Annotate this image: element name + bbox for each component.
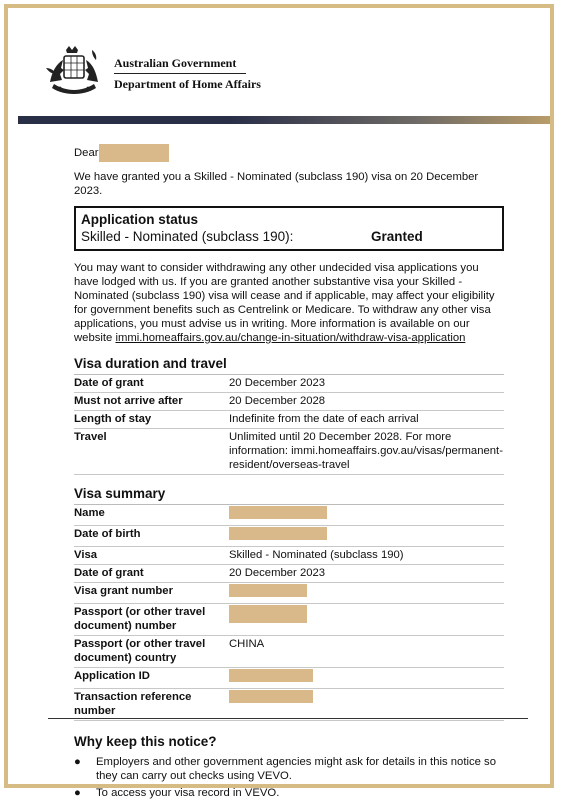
redacted-value — [229, 605, 307, 623]
row-label: Travel — [74, 429, 229, 475]
table-row — [74, 411, 504, 429]
row-value: Indefinite from the date of each arrival — [229, 411, 504, 429]
redacted-value — [229, 669, 313, 682]
withdraw-notice — [74, 261, 504, 345]
list-item-text: To access your visa record in VEVO. — [96, 787, 280, 799]
row-value: Unlimited until 20 December 2028. For more information: immi.homeaffairs.gov.au/visas/permanent-resident/overseas-travel — [229, 429, 504, 475]
header-bar — [18, 116, 550, 124]
org-line-2: Department of Home Affairs — [114, 77, 261, 91]
row-label: Visa — [74, 547, 229, 565]
org-line-1: Australian Government — [114, 56, 246, 74]
redacted-value — [229, 584, 307, 597]
list-item-text: Employers and other government agencies might ask for details in this notice so they can carry out checks using VEVO. — [96, 756, 496, 782]
row-value — [229, 505, 504, 526]
why-title: Why keep this notice? — [74, 734, 217, 749]
bottom-divider — [48, 718, 528, 719]
table-row — [74, 668, 504, 689]
application-status-box — [74, 206, 504, 251]
letterhead — [44, 44, 264, 104]
letter-page — [8, 8, 550, 799]
row-value — [229, 689, 504, 721]
summary-title: Visa summary — [74, 487, 504, 505]
summary-table — [74, 505, 504, 721]
table-row — [74, 636, 504, 668]
document-frame — [4, 4, 554, 799]
letter-body — [74, 144, 504, 803]
bullet-icon: ● — [74, 787, 81, 799]
status-value: Granted — [371, 229, 423, 244]
list-item — [74, 755, 504, 783]
row-value: 20 December 2028 — [229, 393, 504, 411]
table-row — [74, 375, 504, 393]
row-value: CHINA — [229, 636, 504, 668]
list-item — [74, 786, 504, 800]
row-value — [229, 526, 504, 547]
row-value: 20 December 2023 — [229, 565, 504, 583]
row-label: Passport (or other travel document) number — [74, 604, 229, 636]
row-label: Must not arrive after — [74, 393, 229, 411]
status-row — [81, 228, 497, 245]
duration-table — [74, 375, 504, 475]
table-row — [74, 526, 504, 547]
row-label: Date of grant — [74, 375, 229, 393]
redacted-value — [229, 690, 313, 703]
table-row — [74, 393, 504, 411]
redacted-value — [229, 527, 327, 540]
table-row — [74, 505, 504, 526]
table-row — [74, 547, 504, 565]
table-row — [74, 689, 504, 721]
coat-of-arms-icon — [44, 44, 104, 96]
withdraw-text: You may want to consider withdrawing any other undecided visa applications you have lodged with us. If you are granted another substantive visa your Skilled - Nominated (subclass 190) visa will cease and if applicable, may affect your eligibility for government benefits such as Centrelink or Medicare. To withdraw any other visa applications, you must advise us in writing. More information is available on our website — [74, 262, 495, 344]
row-label: Application ID — [74, 668, 229, 689]
row-label: Passport (or other travel document) country — [74, 636, 229, 668]
bullet-icon: ● — [74, 756, 81, 768]
row-label: Transaction reference number — [74, 689, 229, 721]
row-label: Name — [74, 505, 229, 526]
table-row — [74, 604, 504, 636]
withdraw-link[interactable]: immi.homeaffairs.gov.au/change-in-situation/withdraw-visa-application — [115, 332, 466, 344]
duration-title: Visa duration and travel — [74, 357, 504, 375]
granted-sentence: We have granted you a Skilled - Nominated (subclass 190) visa on 20 December 2023. — [74, 171, 479, 197]
table-row — [74, 565, 504, 583]
row-value — [229, 604, 504, 636]
why-list — [74, 755, 504, 800]
redacted-value — [229, 506, 327, 519]
government-title — [114, 56, 261, 91]
row-value: Skilled - Nominated (subclass 190) — [229, 547, 504, 565]
redacted-name — [99, 144, 169, 162]
row-value — [229, 583, 504, 604]
table-row — [74, 429, 504, 475]
row-label: Date of birth — [74, 526, 229, 547]
status-label: Skilled - Nominated (subclass 190): — [81, 229, 294, 244]
table-row — [74, 583, 504, 604]
row-value — [229, 668, 504, 689]
row-label: Visa grant number — [74, 583, 229, 604]
row-label: Length of stay — [74, 411, 229, 429]
salutation — [74, 144, 504, 162]
salutation-text: Dear — [74, 147, 99, 159]
status-heading: Application status — [81, 212, 199, 227]
row-value: 20 December 2023 — [229, 375, 504, 393]
row-label: Date of grant — [74, 565, 229, 583]
